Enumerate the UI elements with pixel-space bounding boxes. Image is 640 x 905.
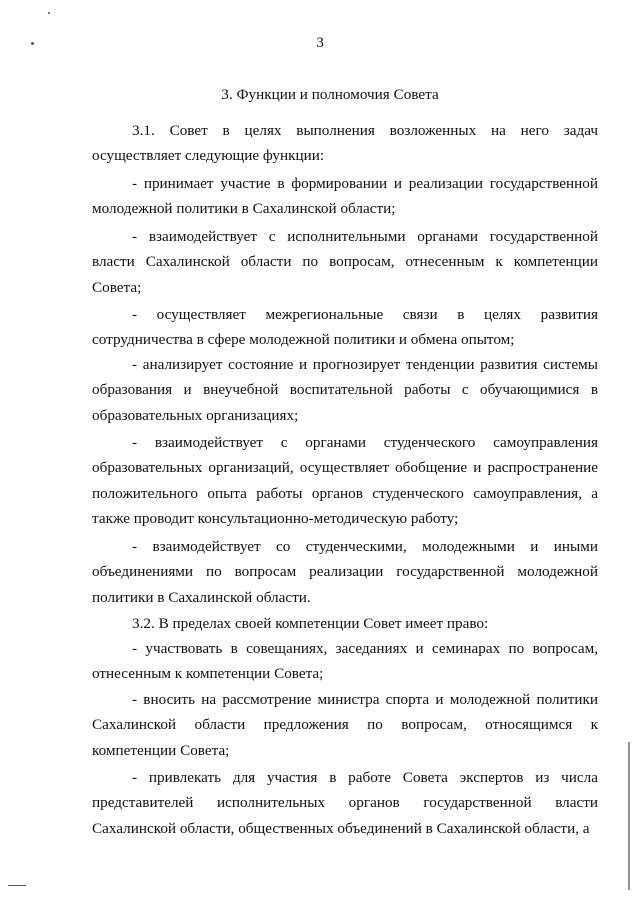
- paragraph-3-1: 3.1. Совет в целях выполнения возложенных на него задач осуществляет следующие функции:: [92, 122, 598, 165]
- list-item-function: - взаимодействует с исполнительными органами государственной власти Сахалинской области по вопросам, отнесенным к компетенции Совета;: [92, 228, 598, 296]
- list-item-right: - привлекать для участия в работе Совета экспертов из числа представителей исполнительных органов государственной власти Сахалинской области, общественных объединений в Сахалинской области, а: [92, 769, 598, 837]
- scan-edge-line: [628, 742, 630, 890]
- scan-speck: [48, 12, 50, 14]
- page-number: 3: [316, 34, 324, 51]
- scan-edge-dash: [8, 885, 26, 886]
- list-item-right: - вносить на рассмотрение министра спорта и молодежной политики Сахалинской области предложения по вопросам, относящимся к компетенции Совета;: [92, 691, 598, 759]
- paragraph-3-2: 3.2. В пределах своей компетенции Совет имеет право:: [132, 615, 489, 632]
- list-item-function: - взаимодействует с органами студенческого самоуправления образовательных организаций, осуществляет обобщение и распространение положительного опыта работы органов студенческого самоуправления, а также проводит консультационно-методическую работу;: [92, 434, 598, 528]
- list-item-function: - принимает участие в формировании и реализации государственной молодежной политики в Сахалинской области;: [92, 175, 598, 218]
- scan-speck: [31, 42, 34, 45]
- list-item-right: - участвовать в совещаниях, заседаниях и семинарах по вопросам, отнесенным к компетенции Совета;: [92, 640, 598, 683]
- list-item-function: - взаимодействует со студенческими, молодежными и иными объединениями по вопросам реализации государственной молодежной политики в Сахалинской области.: [92, 538, 598, 606]
- section-title: 3. Функции и полномочия Совета: [221, 86, 439, 103]
- list-item-function: - анализирует состояние и прогнозирует тенденции развития системы образования и внеучебной воспитательной работы с обучающимися в образовательных организациях;: [92, 356, 598, 424]
- list-item-function: - осуществляет межрегиональные связи в целях развития сотрудничества в сфере молодежной политики и обмена опытом;: [92, 306, 598, 349]
